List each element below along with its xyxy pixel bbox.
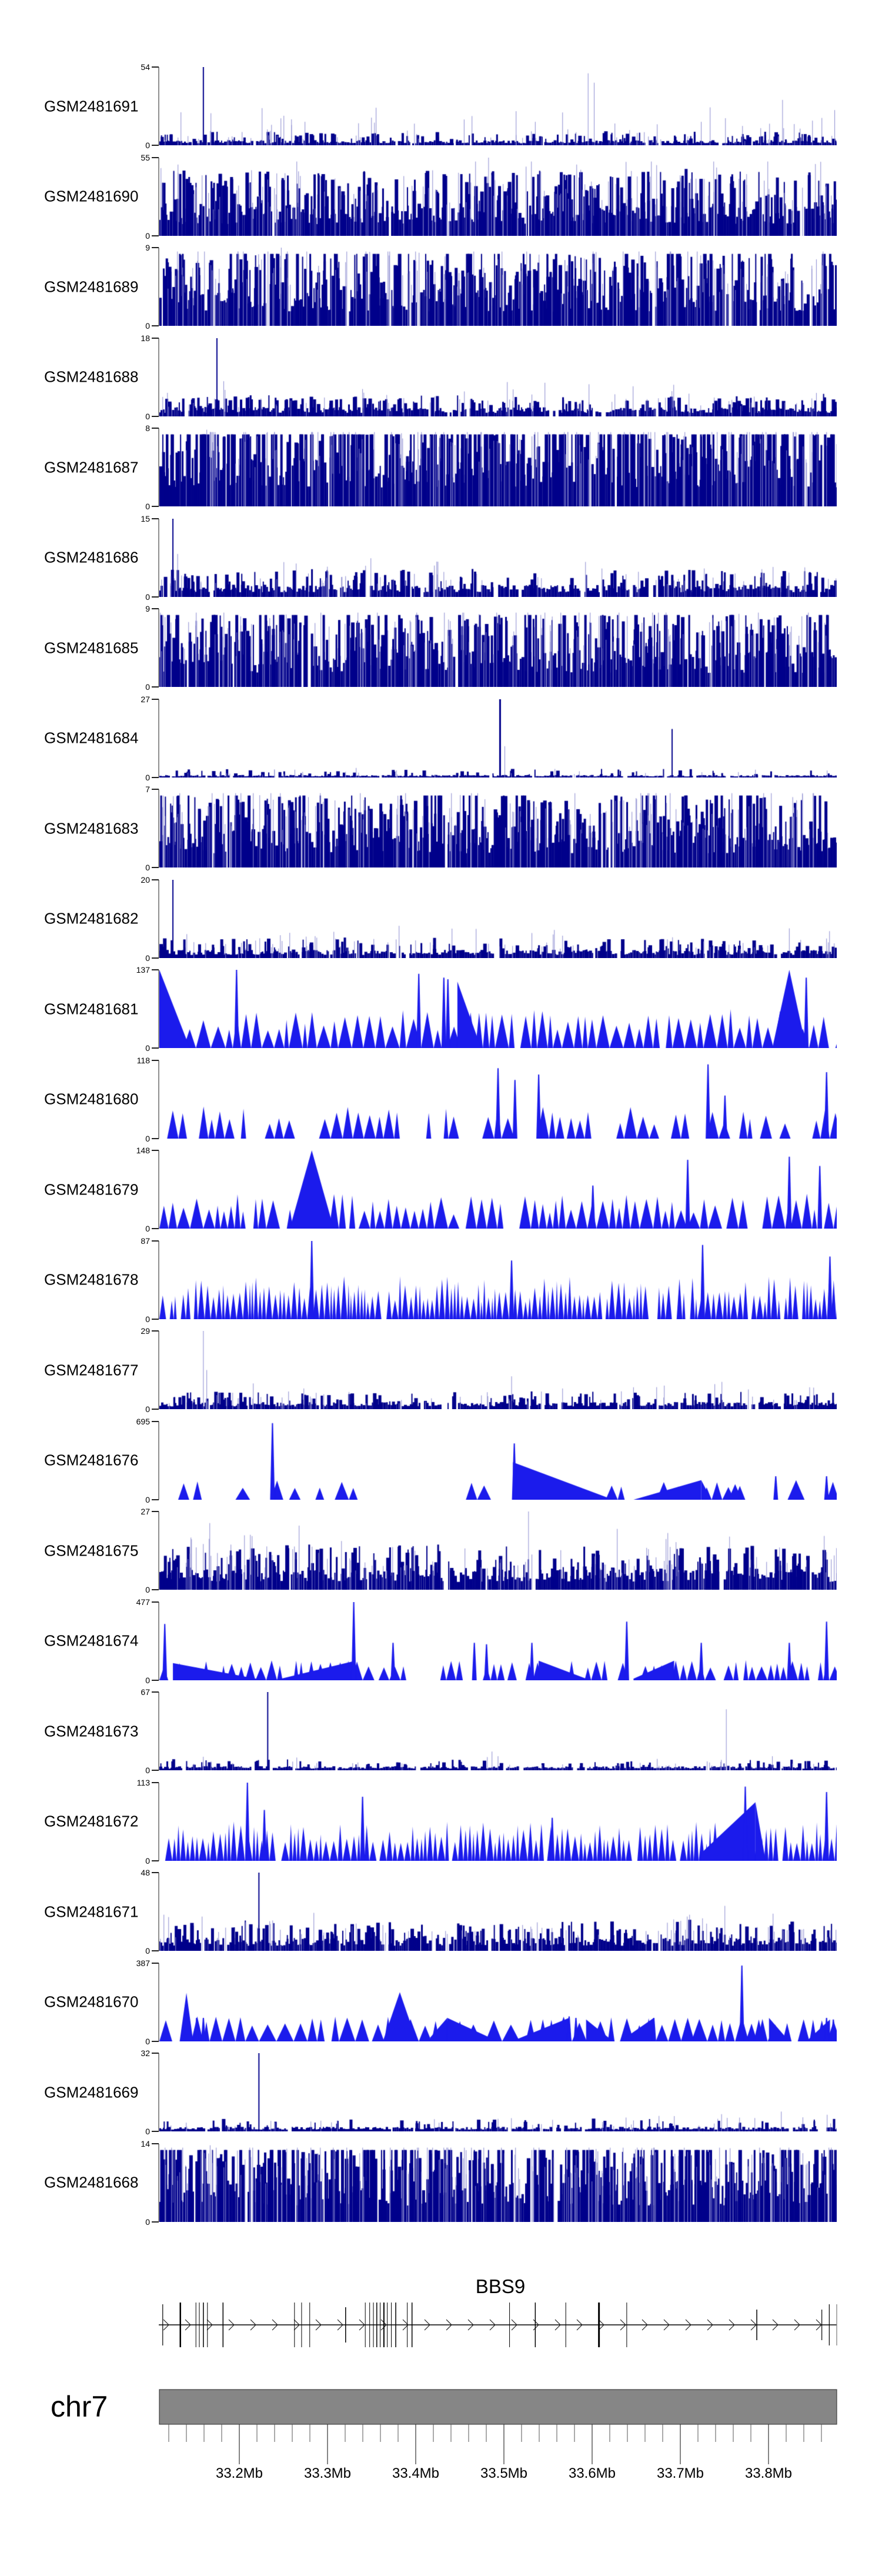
- axis-coordinate-label: 33.6Mb: [568, 2465, 616, 2481]
- coverage-plot: [159, 1060, 837, 1139]
- track-ymax-label: 87: [141, 1236, 150, 1246]
- track-yzero-label: 0: [145, 2217, 150, 2227]
- axis-coordinate-label: 33.8Mb: [744, 2465, 793, 2481]
- track-yzero-tick: [152, 1589, 159, 1590]
- coverage-plot: [159, 2053, 837, 2131]
- track-label: GSM2481685: [44, 639, 139, 656]
- track-yzero-tick: [152, 2131, 159, 2132]
- track-ymax-tick: [152, 969, 159, 970]
- chromosome-ideogram-bar: [159, 2390, 837, 2424]
- coverage-plot: [159, 1241, 837, 1319]
- track-ymax-label: 55: [141, 152, 150, 162]
- track-row-GSM2481678: [0, 1236, 882, 1324]
- track-label: GSM2481684: [44, 729, 139, 747]
- track-label: GSM2481672: [44, 1812, 139, 1830]
- track-yzero-label: 0: [145, 953, 150, 963]
- track-yzero-tick: [152, 686, 159, 688]
- coverage-plot: [159, 248, 837, 326]
- coverage-plot: [159, 1692, 837, 1770]
- track-label: GSM2481679: [44, 1180, 139, 1198]
- track-yzero-tick: [152, 1950, 159, 1951]
- track-label: GSM2481678: [44, 1270, 139, 1289]
- track-ymax-tick: [152, 338, 159, 339]
- chromosome-label: chr7: [51, 2390, 108, 2423]
- track-row-GSM2481691: [0, 62, 882, 150]
- track-ymax-tick: [152, 1240, 159, 1242]
- coverage-plot: [159, 158, 837, 236]
- coverage-plot: [159, 67, 837, 145]
- track-label: GSM2481668: [44, 2173, 139, 2191]
- track-yzero-label: 0: [145, 2036, 150, 2046]
- track-ymax-label: 113: [136, 1777, 150, 1787]
- track-label: GSM2481690: [44, 187, 139, 205]
- track-yzero-label: 0: [145, 231, 150, 241]
- track-ymax-label: 8: [145, 423, 150, 433]
- coverage-plot: [159, 1602, 837, 1680]
- track-yzero-tick: [152, 957, 159, 959]
- coverage-plot: [159, 699, 837, 778]
- track-yzero-tick: [152, 235, 159, 236]
- track-row-GSM2481688: [0, 333, 882, 421]
- track-yzero-label: 0: [145, 1585, 150, 1594]
- track-yzero-tick: [152, 506, 159, 507]
- track-ymax-tick: [152, 1872, 159, 1873]
- track-ymax-label: 695: [136, 1416, 150, 1426]
- track-yzero-label: 0: [145, 1314, 150, 1324]
- track-row-GSM2481683: [0, 785, 882, 872]
- track-yzero-label: 0: [145, 2127, 150, 2136]
- track-label: GSM2481687: [44, 458, 139, 476]
- track-ymax-tick: [152, 428, 159, 429]
- track-row-GSM2481677: [0, 1326, 882, 1414]
- coverage-plot: [159, 519, 837, 597]
- track-row-GSM2481674: [0, 1597, 882, 1685]
- track-ymax-tick: [152, 1782, 159, 1783]
- track-label: GSM2481691: [44, 97, 139, 115]
- coverage-plot: [159, 789, 837, 867]
- track-yzero-tick: [152, 2221, 159, 2223]
- track-ymax-label: 27: [141, 1507, 150, 1516]
- coverage-plot: [159, 1873, 837, 1951]
- track-ymax-label: 27: [141, 694, 150, 704]
- track-ymax-tick: [152, 2143, 159, 2144]
- track-label: GSM2481689: [44, 278, 139, 295]
- track-yzero-label: 0: [145, 592, 150, 602]
- track-ymax-label: 477: [136, 1597, 150, 1607]
- track-ymax-label: 118: [136, 1055, 150, 1065]
- track-label: GSM2481670: [44, 1993, 139, 2011]
- coverage-plot: [159, 1150, 837, 1229]
- track-yzero-tick: [152, 1228, 159, 1229]
- track-ymax-label: 387: [136, 1958, 150, 1968]
- track-ymax-tick: [152, 608, 159, 609]
- track-yzero-label: 0: [145, 682, 150, 692]
- track-yzero-tick: [152, 1770, 159, 1771]
- track-row-GSM2481682: [0, 875, 882, 963]
- track-ymax-tick: [152, 1511, 159, 1512]
- axis-coordinate-label: 33.3Mb: [303, 2465, 352, 2481]
- coverage-plot: [159, 1331, 837, 1409]
- track-ymax-label: 67: [141, 1687, 150, 1697]
- track-label: GSM2481680: [44, 1090, 139, 1108]
- track-ymax-tick: [152, 1601, 159, 1603]
- track-yzero-tick: [152, 1319, 159, 1320]
- track-yzero-label: 0: [145, 863, 150, 872]
- track-ymax-tick: [152, 1691, 159, 1693]
- track-ymax-label: 14: [141, 2138, 150, 2148]
- coverage-plot: [159, 2144, 837, 2222]
- track-row-GSM2481681: [0, 965, 882, 1053]
- track-yzero-tick: [152, 1680, 159, 1681]
- track-ymax-label: 54: [141, 62, 150, 72]
- track-yzero-label: 0: [145, 1946, 150, 1956]
- track-yzero-label: 0: [145, 141, 150, 150]
- track-yzero-label: 0: [145, 772, 150, 782]
- track-yzero-tick: [152, 145, 159, 146]
- track-ymax-label: 15: [141, 513, 150, 523]
- track-label: GSM2481671: [44, 1903, 139, 1920]
- track-ymax-tick: [152, 2053, 159, 2054]
- gene-model-and-axis-graphics: [0, 2270, 882, 2576]
- track-yzero-label: 0: [145, 1224, 150, 1233]
- track-ymax-tick: [152, 1421, 159, 1422]
- track-yzero-label: 0: [145, 1766, 150, 1775]
- track-yzero-label: 0: [145, 321, 150, 331]
- track-ymax-label: 20: [141, 875, 150, 885]
- track-yzero-label: 0: [145, 1404, 150, 1414]
- track-ymax-label: 9: [145, 604, 150, 613]
- coverage-plot: [159, 1963, 837, 2041]
- track-row-GSM2481689: [0, 243, 882, 331]
- track-ymax-label: 148: [136, 1146, 150, 1155]
- axis-coordinate-label: 33.5Mb: [480, 2465, 528, 2481]
- track-yzero-tick: [152, 416, 159, 417]
- track-row-GSM2481670: [0, 1958, 882, 2046]
- track-row-GSM2481668: [0, 2138, 882, 2227]
- track-yzero-label: 0: [145, 1133, 150, 1143]
- coverage-plot: [159, 970, 837, 1048]
- track-ymax-tick: [152, 1060, 159, 1061]
- track-yzero-label: 0: [145, 1043, 150, 1053]
- track-row-GSM2481680: [0, 1055, 882, 1143]
- track-label: GSM2481682: [44, 909, 139, 927]
- track-label: GSM2481673: [44, 1722, 139, 1740]
- track-label: GSM2481681: [44, 1000, 139, 1017]
- track-label: GSM2481669: [44, 2083, 139, 2101]
- track-ymax-tick: [152, 157, 159, 158]
- track-ymax-tick: [152, 1963, 159, 1964]
- gene-title: BBS9: [475, 2275, 526, 2297]
- track-ymax-tick: [152, 879, 159, 880]
- coverage-plot: [159, 338, 837, 416]
- axis-coordinate-label: 33.4Mb: [392, 2465, 440, 2481]
- track-ymax-label: 9: [145, 243, 150, 252]
- track-label: GSM2481683: [44, 819, 139, 837]
- track-label: GSM2481677: [44, 1361, 139, 1379]
- track-row-GSM2481672: [0, 1777, 882, 1866]
- track-yzero-tick: [152, 867, 159, 868]
- axis-coordinate-label: 33.7Mb: [656, 2465, 704, 2481]
- track-ymax-tick: [152, 518, 159, 519]
- track-ymax-label: 137: [136, 965, 150, 975]
- track-yzero-label: 0: [145, 411, 150, 421]
- track-yzero-label: 0: [145, 1675, 150, 1685]
- track-row-GSM2481679: [0, 1146, 882, 1233]
- track-row-GSM2481671: [0, 1868, 882, 1956]
- track-label: GSM2481675: [44, 1541, 139, 1559]
- track-yzero-label: 0: [145, 1856, 150, 1866]
- track-ymax-label: 48: [141, 1868, 150, 1877]
- track-yzero-tick: [152, 596, 159, 598]
- track-yzero-tick: [152, 325, 159, 326]
- track-row-GSM2481686: [0, 513, 882, 602]
- track-row-GSM2481684: [0, 694, 882, 782]
- track-ymax-tick: [152, 247, 159, 248]
- track-row-GSM2481690: [0, 152, 882, 241]
- track-yzero-tick: [152, 777, 159, 778]
- track-ymax-tick: [152, 699, 159, 700]
- track-label: GSM2481674: [44, 1631, 139, 1650]
- track-label: GSM2481676: [44, 1451, 139, 1469]
- track-yzero-label: 0: [145, 502, 150, 511]
- track-row-GSM2481687: [0, 423, 882, 511]
- track-yzero-tick: [152, 1047, 159, 1049]
- track-yzero-tick: [152, 1138, 159, 1139]
- coverage-plot: [159, 428, 837, 506]
- coverage-plot: [159, 1511, 837, 1590]
- coverage-plot: [159, 1422, 837, 1500]
- coverage-plot: [159, 880, 837, 958]
- track-row-GSM2481685: [0, 604, 882, 692]
- track-row-GSM2481676: [0, 1416, 882, 1504]
- track-ymax-tick: [152, 66, 159, 68]
- track-ymax-tick: [152, 1150, 159, 1151]
- track-yzero-label: 0: [145, 1494, 150, 1504]
- track-yzero-tick: [152, 2041, 159, 2042]
- track-ymax-tick: [152, 1330, 159, 1332]
- track-row-GSM2481669: [0, 2048, 882, 2136]
- track-label: GSM2481688: [44, 368, 139, 386]
- track-ymax-label: 7: [145, 785, 150, 794]
- track-yzero-tick: [152, 1860, 159, 1861]
- track-ymax-label: 18: [141, 333, 150, 343]
- track-yzero-tick: [152, 1499, 159, 1500]
- track-label: GSM2481686: [44, 548, 139, 566]
- axis-coordinate-label: 33.2Mb: [215, 2465, 263, 2481]
- coverage-plot: [159, 1783, 837, 1861]
- track-row-GSM2481673: [0, 1687, 882, 1775]
- coverage-plot: [159, 609, 837, 687]
- track-ymax-tick: [152, 789, 159, 790]
- track-row-GSM2481675: [0, 1507, 882, 1594]
- track-ymax-label: 29: [141, 1326, 150, 1336]
- track-ymax-label: 32: [141, 2048, 150, 2058]
- track-yzero-tick: [152, 1409, 159, 1410]
